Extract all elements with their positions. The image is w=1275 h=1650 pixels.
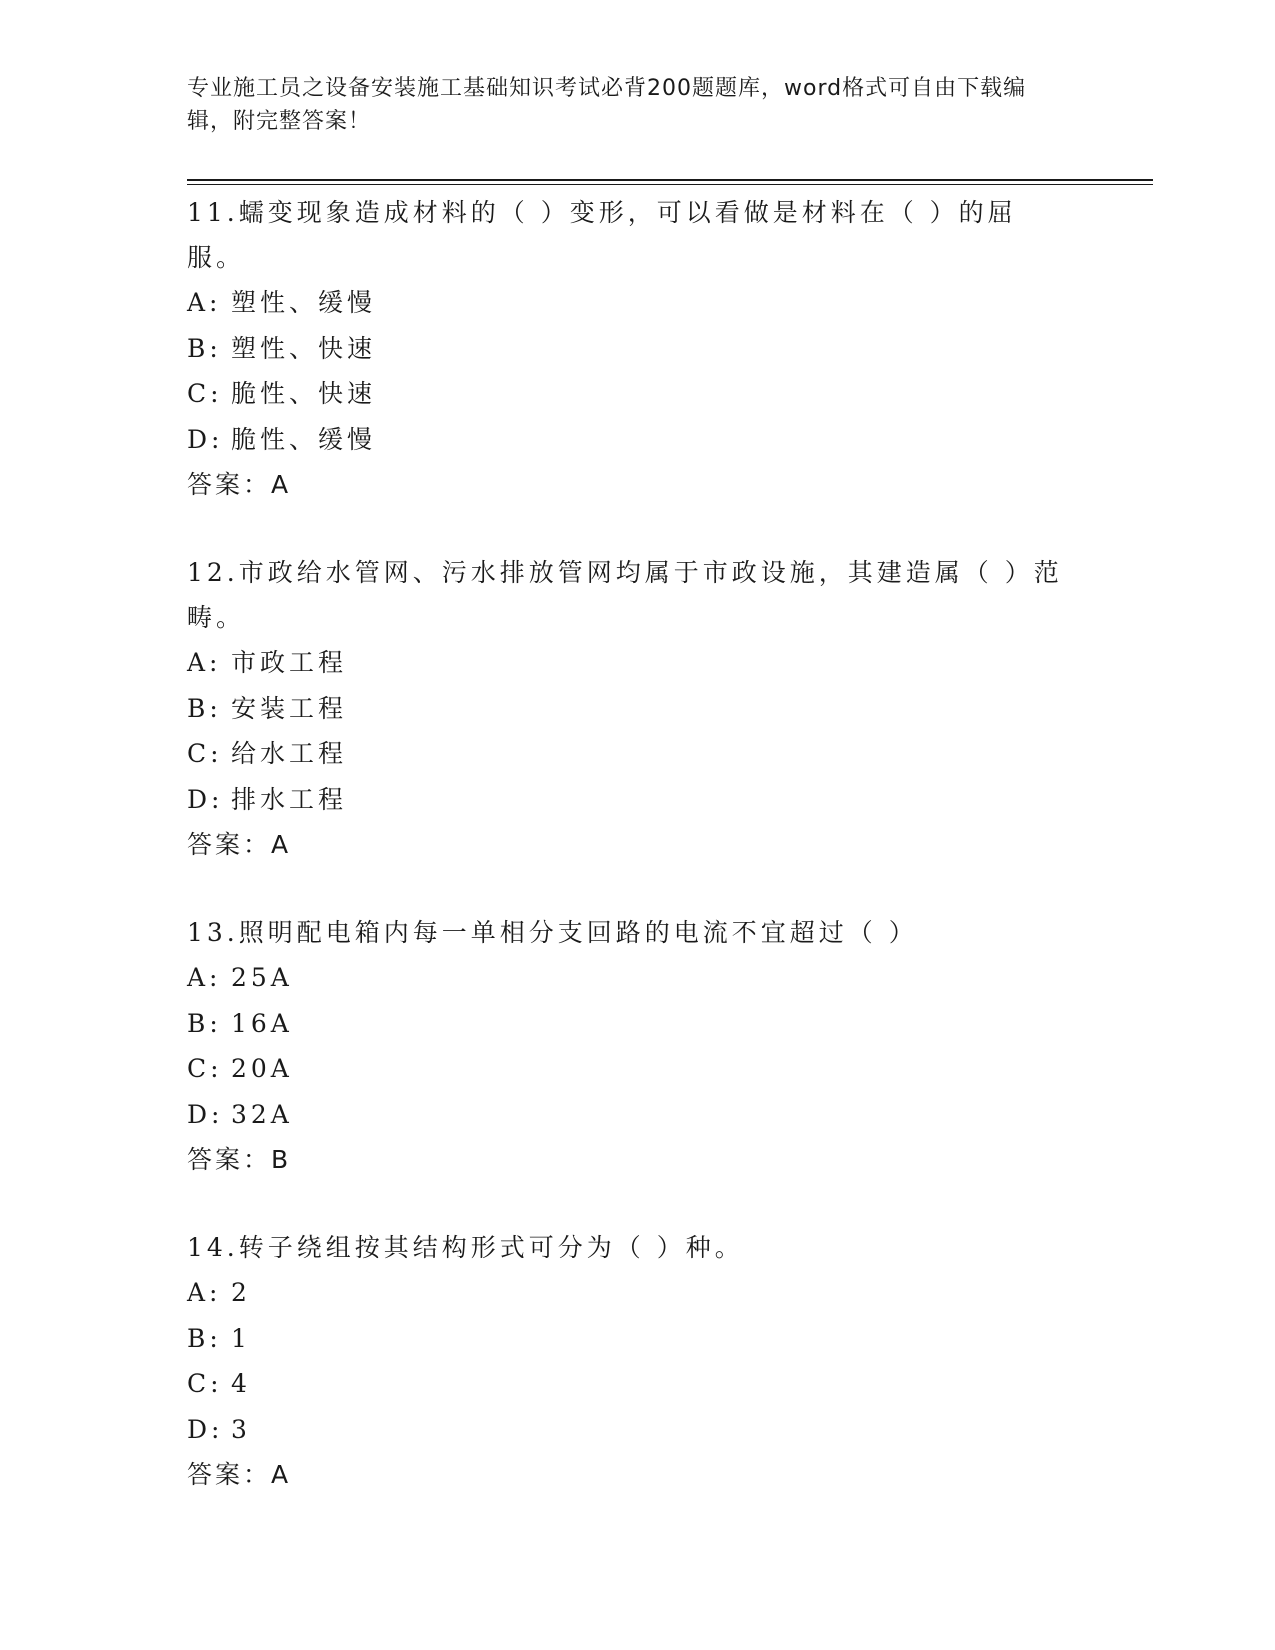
document-header: 专业施工员之设备安装施工基础知识考试必背200题题库，word格式可自由下载编辑，附完整答案！	[187, 76, 1027, 134]
option-letter: A:	[187, 1278, 222, 1307]
option-b	[187, 686, 1087, 732]
option-letter: C:	[187, 379, 223, 408]
option-text: 安装工程	[231, 693, 348, 723]
option-letter: B:	[187, 693, 222, 723]
option-text: 塑性、快速	[231, 333, 377, 363]
answer-line: 答案：A	[187, 1460, 292, 1489]
option-text: 4	[231, 1369, 251, 1398]
option-letter: D:	[187, 1414, 224, 1444]
option-text: 脆性、缓慢	[231, 424, 377, 454]
question-stem: 14.转子绕组按其结构形式可分为（ ）种。	[187, 1233, 744, 1262]
option-text: 16A	[231, 1008, 293, 1038]
option-letter: A:	[187, 963, 222, 992]
option-text: 2	[231, 1278, 251, 1307]
option-letter: A:	[187, 288, 222, 317]
option-text: 3	[231, 1414, 251, 1444]
option-b	[187, 1001, 1087, 1047]
option-letter: D:	[187, 1099, 224, 1129]
header-rule-thick	[187, 179, 1153, 181]
option-text: 塑性、缓慢	[231, 288, 377, 317]
option-letter: C:	[187, 1054, 223, 1083]
option-c	[187, 731, 1087, 777]
option-a	[187, 955, 1087, 1001]
option-d	[187, 417, 1087, 463]
answer-line: 答案：B	[187, 1145, 292, 1174]
header-rule-thin	[187, 184, 1153, 185]
option-text: 脆性、快速	[231, 379, 377, 408]
question-list	[187, 190, 1087, 1540]
question-12	[187, 550, 1087, 868]
option-a	[187, 640, 1087, 686]
question-stem: 12.市政给水管网、污水排放管网均属于市政设施，其建造属（ ）范畴。	[187, 558, 1063, 632]
question-13	[187, 910, 1087, 1183]
option-text: 32A	[231, 1099, 293, 1129]
option-b	[187, 326, 1087, 372]
option-text: 市政工程	[231, 648, 348, 677]
option-letter: A:	[187, 648, 222, 677]
answer-line: 答案：A	[187, 470, 292, 499]
option-letter: B:	[187, 1323, 222, 1353]
option-c	[187, 1361, 1087, 1407]
option-a	[187, 1270, 1087, 1316]
option-text: 给水工程	[231, 739, 348, 768]
option-c	[187, 1046, 1087, 1092]
option-text: 排水工程	[231, 784, 348, 814]
question-stem: 13.照明配电箱内每一单相分支回路的电流不宜超过（ ）	[187, 918, 918, 947]
option-d	[187, 777, 1087, 823]
question-14	[187, 1225, 1087, 1498]
option-text: 25A	[231, 963, 293, 992]
option-letter: B:	[187, 1008, 222, 1038]
option-b	[187, 1316, 1087, 1362]
option-c	[187, 371, 1087, 417]
option-text: 20A	[231, 1054, 293, 1083]
option-letter: D:	[187, 424, 224, 454]
option-letter: D:	[187, 784, 224, 814]
option-a	[187, 280, 1087, 326]
option-letter: B:	[187, 333, 222, 363]
question-stem: 11.蠕变现象造成材料的（ ）变形，可以看做是材料在（ ）的屈服。	[187, 198, 1017, 272]
option-letter: C:	[187, 739, 223, 768]
answer-line: 答案：A	[187, 830, 292, 859]
option-d	[187, 1407, 1087, 1453]
question-11	[187, 190, 1087, 508]
option-d	[187, 1092, 1087, 1138]
option-text: 1	[231, 1323, 251, 1353]
option-letter: C:	[187, 1369, 223, 1398]
